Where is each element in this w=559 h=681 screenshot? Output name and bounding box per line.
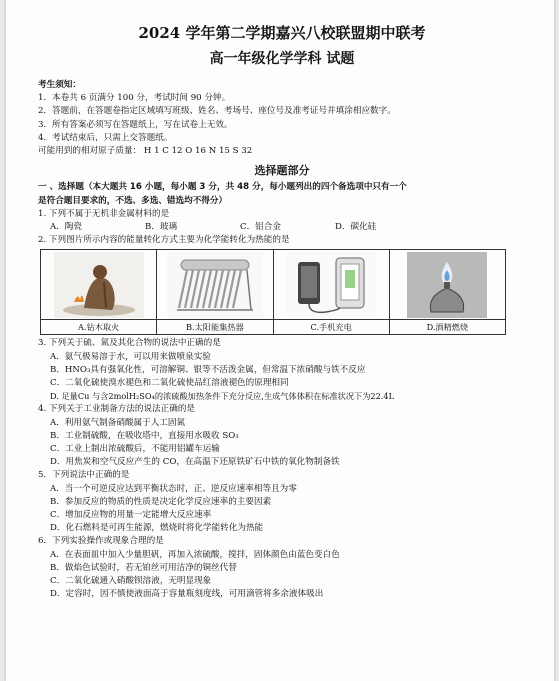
q1-option-d: D．碳化硅 bbox=[335, 222, 377, 233]
q4-option-b: B．工业制硫酸，在吸收塔中，直接用水吸收 SO₃ bbox=[50, 430, 239, 441]
q4-option-d: D．用焦炭和空气反应产生的 CO，在高温下还原铁矿石中铁的氧化物制备铁 bbox=[50, 457, 340, 468]
q1-option-b: B．玻璃 bbox=[145, 222, 178, 233]
q5-option-a: A．当一个可逆反应达到平衡状态时，正、逆反应速率相等且为零 bbox=[50, 483, 297, 494]
q2-figure-d bbox=[389, 250, 505, 320]
q6-option-c: C．二氧化硫通入硝酸钡溶液，无明显现象 bbox=[50, 576, 212, 587]
q1-options bbox=[38, 221, 526, 234]
q4-option-a: A．利用氨气制备硝酸属于人工固氮 bbox=[50, 417, 186, 428]
q3-option-c: C．二氧化硫使溴水褪色和二氧化硫使品红溶液褪色的原理相同 bbox=[50, 378, 289, 389]
q2-stem: 2. 下列图片所示内容的能量转化方式主要为化学能转化为热能的是 bbox=[38, 235, 290, 246]
q1-stem: 1. 下列不属于无机非金属材料的是 bbox=[38, 208, 170, 219]
q2-figure-b bbox=[157, 250, 273, 320]
q2-caption-b: B.太阳能集热器 bbox=[157, 320, 273, 335]
solar-heater-icon bbox=[167, 252, 263, 318]
fire-drill-icon bbox=[54, 252, 144, 318]
q5-stem: 5．下列说法中正确的是 bbox=[38, 470, 130, 481]
q6-stem: 6．下列实验操作或现象合理的是 bbox=[38, 536, 164, 547]
notice-item-4: 4．考试结束后，只需上交答题纸。 bbox=[38, 132, 173, 143]
notice-item-3: 3．所有答案必须写在答题纸上，写在试卷上无效。 bbox=[38, 119, 233, 130]
q4-stem: 4. 下列关于工业制备方法的说法正确的是 bbox=[38, 404, 196, 415]
section-instruction-1: 一 、选择题（本大题共 16 小题，每小题 3 分，共 48 分，每小题列出的四个备选项中只有一个 bbox=[38, 182, 407, 193]
q5-option-b: B．参加反应的物质的性质是决定化学反应速率的主要因素 bbox=[50, 496, 272, 507]
q6-option-a: A．在表面皿中加入少量胆矾，再加入浓硫酸，搅拌，固体颜色由蓝色变白色 bbox=[50, 549, 340, 560]
q1-option-c: C．铝合金 bbox=[240, 222, 281, 233]
atomic-masses: 可能用到的相对原子质量： H 1 C 12 O 16 N 15 S 32 bbox=[38, 146, 253, 157]
q1-option-a: A．陶瓷 bbox=[50, 222, 82, 233]
q6-option-b: B．做焰色试验时，若无铂丝可用洁净的铜丝代替 bbox=[50, 562, 237, 573]
q2-figure-c bbox=[273, 250, 389, 320]
notice-item-2: 2．答题前，在答题卷指定区域填写班级、姓名、考场号、座位号及准考证号并填涂相应数字。 bbox=[38, 106, 396, 117]
exam-page bbox=[6, 0, 554, 681]
q3-stem: 3. 下列关于硫、氮及其化合物的说法中正确的是 bbox=[38, 338, 221, 349]
phone-charging-icon bbox=[286, 252, 376, 318]
q2-caption-d: D.酒精燃烧 bbox=[389, 320, 505, 335]
q5-option-d: D．化石燃料是可再生能源，燃烧时将化学能转化为热能 bbox=[50, 523, 264, 534]
q3-option-a: A．氨气极易溶于水，可以用来做喷泉实验 bbox=[50, 351, 211, 362]
q2-caption-a: A.钻木取火 bbox=[41, 320, 157, 335]
notice-heading: 考生须知： bbox=[38, 80, 81, 90]
exam-subtitle: 高一年级化学学科 试题 bbox=[209, 51, 355, 67]
q3-option-d: D. 足量Cu 与含2molH₂SO₄的浓硫酸加热条件下充分反应,生成气体体积在标准状况下为22.4L bbox=[50, 391, 395, 402]
q2-figure-a bbox=[41, 250, 157, 320]
q6-option-d: D．定容时，因不慎使液面高于容量瓶刻度线，可用滴管将多余液体吸出 bbox=[50, 589, 324, 600]
q2-caption-c: C.手机充电 bbox=[273, 320, 389, 335]
notice-item-1: 1．本卷共 6 页满分 100 分，考试时间 90 分钟。 bbox=[38, 93, 231, 104]
q4-option-c: C．工业上制出浓硫酸后，不能用铝罐车运输 bbox=[50, 444, 220, 455]
q3-option-b: B．HNO₃具有强氧化性，可溶解铜、银等不活泼金属，但常温下浓硝酸与铁不反应 bbox=[50, 364, 366, 375]
exam-title: 2024 学年第二学期嘉兴八校联盟期中联考 bbox=[138, 24, 426, 42]
q5-option-c: C．增加反应物的用量一定能增大反应速率 bbox=[50, 510, 212, 521]
q2-figure-table bbox=[40, 249, 506, 335]
alcohol-lamp-icon bbox=[407, 252, 487, 318]
section-instruction-2: 是符合题目要求的，不选、多选、错选均不得分） bbox=[38, 195, 228, 206]
section-title: 选择题部分 bbox=[254, 164, 310, 178]
